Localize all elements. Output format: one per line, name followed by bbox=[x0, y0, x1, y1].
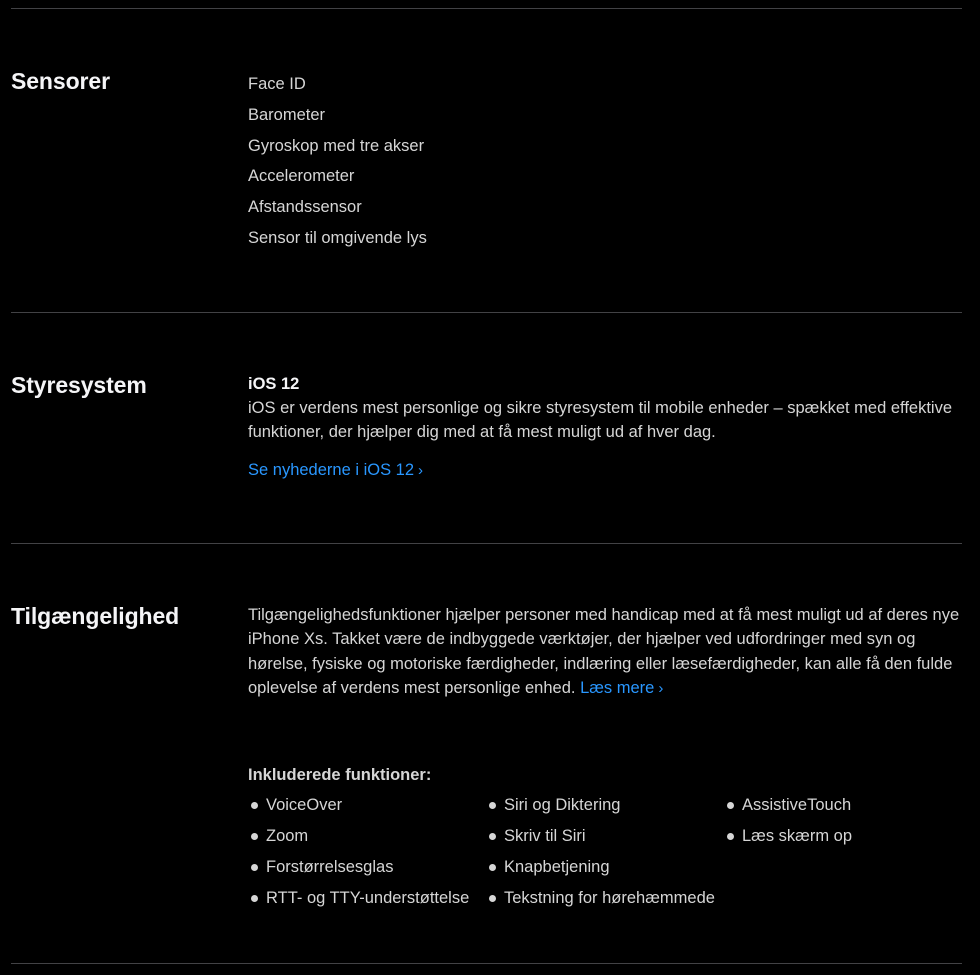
sensor-item-accelerometer: Accelerometer bbox=[248, 167, 355, 186]
divider-top bbox=[11, 8, 962, 9]
feature-label-assistivetouch: AssistiveTouch bbox=[742, 795, 852, 814]
os-link-row bbox=[248, 458, 962, 483]
ios12-news-link-label: Se nyhederne i iOS 12 bbox=[248, 460, 415, 479]
features-column-3 bbox=[724, 790, 852, 852]
feature-item bbox=[486, 790, 715, 821]
sensors-content bbox=[248, 69, 962, 254]
os-content bbox=[248, 373, 962, 483]
feature-label-siri-dictation: Siri og Diktering bbox=[504, 795, 621, 814]
feature-item bbox=[248, 852, 469, 883]
bullet-icon bbox=[251, 864, 258, 871]
feature-label-voiceover: VoiceOver bbox=[266, 795, 343, 814]
sensor-item-gyroscope: Gyroskop med tre akser bbox=[248, 136, 425, 155]
feature-item bbox=[248, 883, 469, 914]
divider-bottom bbox=[11, 963, 962, 964]
bullet-icon bbox=[489, 895, 496, 902]
section-title-sensors: Sensorer bbox=[11, 68, 110, 94]
sensor-item-proximity: Afstandssensor bbox=[248, 198, 362, 217]
ios12-news-link[interactable] bbox=[248, 461, 423, 479]
chevron-right-icon: › bbox=[658, 680, 664, 698]
bullet-icon bbox=[727, 802, 734, 809]
sensor-item-face-id: Face ID bbox=[248, 75, 306, 93]
chevron-right-icon: › bbox=[418, 461, 424, 479]
bullet-icon bbox=[489, 802, 496, 809]
accessibility-description-paragraph bbox=[248, 603, 962, 702]
feature-label-speak-screen: Læs skærm op bbox=[742, 826, 853, 845]
feature-label-type-to-siri: Skriv til Siri bbox=[504, 826, 586, 845]
os-description: iOS er verdens mest personlige og sikre styresystem til mobile enheder – spækket med effektive funktioner, der hjælper dig med at få mest muligt ud af hver dag. bbox=[248, 399, 953, 442]
accessibility-content bbox=[248, 603, 962, 914]
accessibility-description: Tilgængelighedsfunktioner hjælper personer med handicap med at få mest muligt ud af deres nye iPhone Xs. Takket være de indbyggede værktøjer, der hjælper ved udfordringer med syn og hørelse, fysiske og motoriske færdigheder, indlæring eller læsefærdigheder, kan alle få den fulde oplevelse af verdens mest personlige enhed. bbox=[248, 606, 960, 698]
feature-label-switch-control: Knapbetjening bbox=[504, 857, 610, 876]
section-title-os: Styresystem bbox=[11, 372, 147, 398]
feature-item bbox=[486, 883, 715, 914]
read-more-link[interactable] bbox=[580, 679, 663, 697]
feature-item bbox=[248, 790, 469, 821]
feature-item bbox=[486, 821, 715, 852]
bullet-icon bbox=[727, 833, 734, 840]
bullet-icon bbox=[251, 802, 258, 809]
feature-label-magnifier: Forstørrelsesglas bbox=[266, 857, 394, 876]
sensor-list bbox=[248, 69, 962, 254]
bullet-icon bbox=[251, 833, 258, 840]
features-grid bbox=[248, 790, 962, 914]
feature-label-zoom: Zoom bbox=[266, 826, 309, 845]
feature-item bbox=[724, 790, 852, 821]
read-more-link-label: Læs mere bbox=[580, 679, 655, 698]
sensor-item-barometer: Barometer bbox=[248, 105, 326, 124]
bullet-icon bbox=[251, 895, 258, 902]
feature-item bbox=[248, 821, 469, 852]
feature-label-rtt-tty: RTT- og TTY-understøttelse bbox=[266, 888, 470, 907]
os-name: iOS 12 bbox=[248, 375, 300, 393]
divider-sensors bbox=[11, 312, 962, 313]
bullet-icon bbox=[489, 833, 496, 840]
section-title-accessibility: Tilgængelighed bbox=[11, 603, 180, 629]
features-column-1 bbox=[248, 790, 469, 914]
sensor-item-ambient-light: Sensor til omgivende lys bbox=[248, 228, 427, 247]
bullet-icon bbox=[489, 864, 496, 871]
feature-label-closed-captions: Tekstning for hørehæmmede bbox=[504, 888, 715, 907]
divider-os bbox=[11, 543, 962, 544]
features-heading: Inkluderede funktioner: bbox=[248, 765, 432, 784]
feature-item bbox=[486, 852, 715, 883]
features-column-2 bbox=[486, 790, 715, 914]
feature-item bbox=[724, 821, 852, 852]
